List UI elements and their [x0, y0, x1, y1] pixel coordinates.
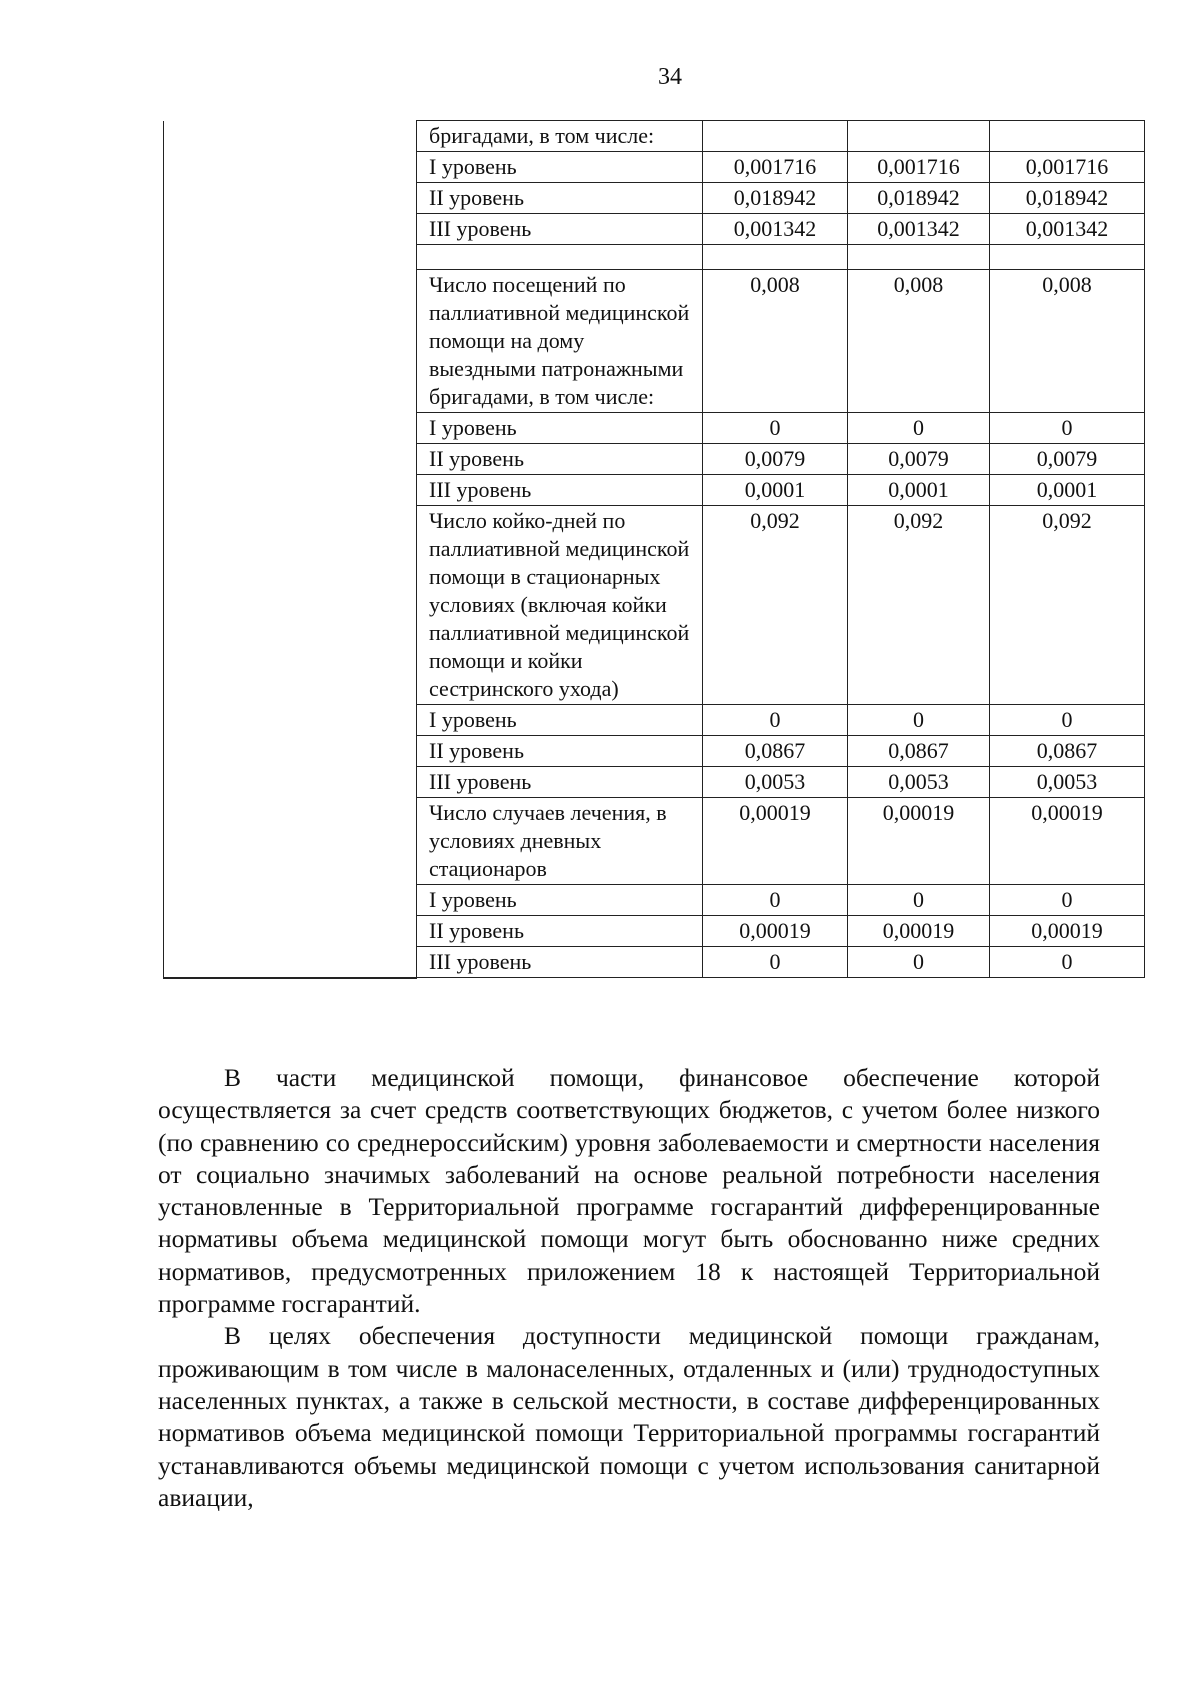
row-value-3: 0,00019 [990, 798, 1145, 885]
row-value-1: 0 [703, 885, 848, 916]
row-value-3: 0,018942 [990, 183, 1145, 214]
row-value-1: 0,008 [703, 270, 848, 413]
row-value-3: 0,0867 [990, 736, 1145, 767]
row-label: Число койко-дней по паллиативной медицинской помощи в стационарных условиях (включая койки паллиативной медицинской помощи и койки сестринского ухода) [417, 506, 703, 705]
row-value-3: 0,0001 [990, 475, 1145, 506]
norms-table-body [164, 121, 1145, 978]
row-value-3: 0,008 [990, 270, 1145, 413]
row-label: I уровень [417, 413, 703, 444]
row-label: I уровень [417, 885, 703, 916]
row-label [417, 245, 703, 270]
row-value-2: 0,001342 [848, 214, 990, 245]
row-value-1 [703, 245, 848, 270]
row-value-3 [990, 245, 1145, 270]
row-label: Число случаев лечения, в условиях дневных стационаров [417, 798, 703, 885]
row-value-1: 0,018942 [703, 183, 848, 214]
row-value-2: 0 [848, 413, 990, 444]
row-label: бригадами, в том числе: [417, 121, 703, 152]
row-value-2 [848, 121, 990, 152]
row-label: Число посещений по паллиативной медицинской помощи на дому выездными патронажными бригадами, в том числе: [417, 270, 703, 413]
row-value-1: 0 [703, 705, 848, 736]
row-value-1: 0,0053 [703, 767, 848, 798]
row-value-3: 0 [990, 705, 1145, 736]
row-label: II уровень [417, 916, 703, 947]
row-value-2 [848, 245, 990, 270]
row-value-2: 0,0867 [848, 736, 990, 767]
row-value-1: 0,001716 [703, 152, 848, 183]
empty-first-column-cell [164, 121, 417, 978]
body-text [158, 1062, 1100, 1514]
row-value-1: 0 [703, 413, 848, 444]
page-number: 34 [658, 64, 682, 90]
row-label: III уровень [417, 767, 703, 798]
row-value-2: 0,0079 [848, 444, 990, 475]
table-row [164, 121, 1145, 152]
row-value-2: 0,00019 [848, 798, 990, 885]
row-value-3: 0,00019 [990, 916, 1145, 947]
row-value-3: 0 [990, 885, 1145, 916]
row-value-3: 0,0079 [990, 444, 1145, 475]
row-value-3: 0,001342 [990, 214, 1145, 245]
row-value-3 [990, 121, 1145, 152]
row-value-3: 0 [990, 413, 1145, 444]
row-value-1: 0,00019 [703, 798, 848, 885]
row-value-1: 0,0079 [703, 444, 848, 475]
row-value-2: 0,0001 [848, 475, 990, 506]
row-label: III уровень [417, 475, 703, 506]
row-value-3: 0,0053 [990, 767, 1145, 798]
row-value-2: 0 [848, 885, 990, 916]
row-value-2: 0,008 [848, 270, 990, 413]
row-label: II уровень [417, 444, 703, 475]
row-label: II уровень [417, 736, 703, 767]
paragraph-1: В части медицинской помощи, финансовое обеспечение которой осуществляется за счет средств соответствующих бюджетов, с учетом более низкого (по сравнению со среднероссийским) уровня заболеваемости и смертности населения от социально значимых заболеваний на основе реальной потребности населения установленные в Территориальной программе госгарантий дифференцированные нормативы объема медицинской помощи могут быть обоснованно ниже средних нормативов, предусмотренных приложением 18 к настоящей Территориальной программе госгарантий. [158, 1063, 1100, 1319]
row-value-1 [703, 121, 848, 152]
row-value-3: 0 [990, 947, 1145, 978]
row-label: I уровень [417, 705, 703, 736]
row-value-2: 0,018942 [848, 183, 990, 214]
norms-table [163, 120, 1145, 979]
row-value-3: 0,092 [990, 506, 1145, 705]
row-value-1: 0,001342 [703, 214, 848, 245]
row-value-1: 0,092 [703, 506, 848, 705]
row-value-2: 0,0053 [848, 767, 990, 798]
row-label: I уровень [417, 152, 703, 183]
row-value-2: 0 [848, 705, 990, 736]
paragraph-2: В целях обеспечения доступности медицинской помощи гражданам, проживающим в том числе в малонаселенных, отдаленных и (или) труднодоступных населенных пунктах, а также в сельской местности, в составе дифференцированных нормативов объема медицинской помощи Территориальной программы госгарантий устанавливаются объемы медицинской помощи с учетом использования санитарной авиации, [158, 1321, 1100, 1512]
row-value-2: 0 [848, 947, 990, 978]
row-value-1: 0,00019 [703, 916, 848, 947]
row-value-2: 0,00019 [848, 916, 990, 947]
row-label: III уровень [417, 947, 703, 978]
row-value-3: 0,001716 [990, 152, 1145, 183]
row-value-1: 0 [703, 947, 848, 978]
row-value-2: 0,001716 [848, 152, 990, 183]
row-value-1: 0,0001 [703, 475, 848, 506]
row-label: II уровень [417, 183, 703, 214]
row-value-2: 0,092 [848, 506, 990, 705]
row-label: III уровень [417, 214, 703, 245]
row-value-1: 0,0867 [703, 736, 848, 767]
